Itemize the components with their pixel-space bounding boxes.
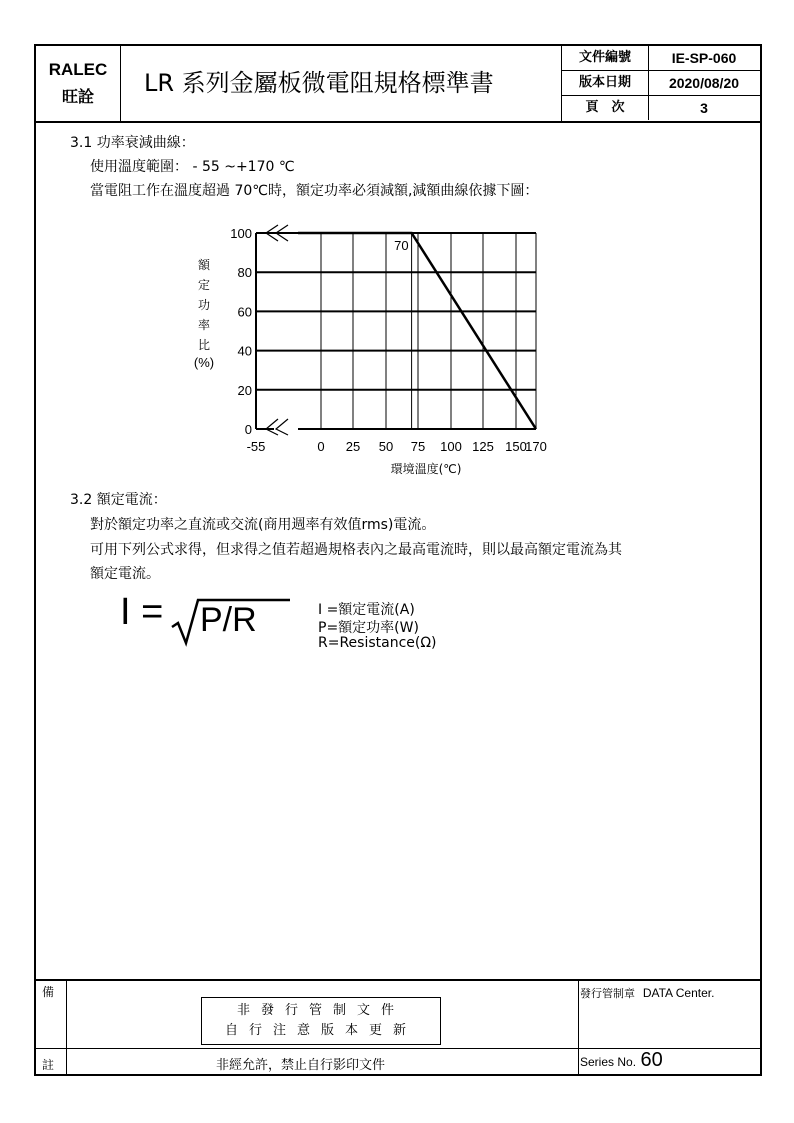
x-tick-label-25: 25 <box>345 439 361 454</box>
x-tick-label-75: 75 <box>410 439 426 454</box>
version-value: 2020/08/20 <box>668 75 740 91</box>
document-body <box>36 121 760 981</box>
notice-cell <box>66 981 579 1074</box>
issue-value: DATA Center. <box>642 986 715 1000</box>
y-axis-label-char-1: 定 <box>197 278 211 292</box>
x-tick-label-0: 0 <box>317 439 325 454</box>
issue-cell <box>578 981 760 1074</box>
x-tick-label-170: 170 <box>525 439 547 454</box>
control-stamp <box>201 997 441 1045</box>
current-formula <box>120 591 320 651</box>
formula-def-current: I =額定電流(A) <box>318 602 415 618</box>
series-label: Series No. <box>580 1055 637 1069</box>
stamp-line-1: 非發行管制文件 <box>236 1003 405 1018</box>
annotation-70: 70 <box>394 238 409 253</box>
derating-curve <box>298 233 536 429</box>
y-tick-label-20: 20 <box>237 382 252 398</box>
y-tick-label-100: 100 <box>230 226 252 241</box>
copy-notice: 非經允許，禁止自行影印文件 <box>216 1058 386 1073</box>
company-cell <box>36 46 121 121</box>
y-tick-label-40: 40 <box>237 343 252 359</box>
power-derating-chart <box>193 221 576 481</box>
section-3-1-heading: 3.1 功率衰減曲線： <box>70 135 195 151</box>
x-tick-label-50: 50 <box>378 439 394 454</box>
y-axis-label-char-0: 額 <box>197 258 211 272</box>
rated-current-line2: 可用下列公式求得，但求得之值若超過規格表內之最高電流時，則以最高額定電流為其 <box>90 542 622 558</box>
y-tick-label-80: 80 <box>237 265 252 281</box>
document-footer <box>36 981 760 1074</box>
x-tick-label-125: 125 <box>472 439 494 454</box>
doc-no-value: IE-SP-060 <box>671 50 737 66</box>
y-tick-label-60: 60 <box>237 304 252 320</box>
version-label: 版本日期 <box>562 71 649 95</box>
x-tick-label--55: -55 <box>246 439 266 454</box>
remark-bottom: 註 <box>42 1058 55 1072</box>
x-axis-break-mark-1 <box>266 419 278 435</box>
rated-current-line1: 對於額定功率之直流或交流(商用週率有效值rms)電流。 <box>90 517 436 533</box>
issue-stamp-row <box>580 985 714 1001</box>
document-frame <box>34 44 762 1076</box>
page-value: 3 <box>700 100 708 116</box>
remark-top: 備 <box>42 985 55 999</box>
formula-lhs: I = <box>120 591 164 633</box>
y-tick-label-0: 0 <box>244 422 252 437</box>
doc-no-label: 文件編號 <box>562 46 649 70</box>
y-axis-label-char-2: 功 <box>197 298 211 312</box>
derating-description: 當電阻工作在溫度超過 70℃時，額定功率必須減額,減額曲線依據下圖： <box>90 183 539 199</box>
y-axis-label-char-3: 率 <box>197 318 211 332</box>
rated-current-line3: 額定電流。 <box>90 566 160 582</box>
footer-divider <box>36 1048 760 1049</box>
y-axis-label-char-4: 比 <box>197 338 211 352</box>
x-tick-label-100: 100 <box>440 439 462 454</box>
company-name-zh: 旺詮 <box>61 87 94 106</box>
formula-def-power: P=額定功率(W) <box>318 620 419 636</box>
remark-cell <box>36 981 67 1074</box>
issue-label: 發行管制章 <box>580 987 635 1000</box>
temperature-range: 使用溫度範圍： - 55 ~+170 ℃ <box>90 159 295 175</box>
document-meta <box>562 46 760 121</box>
page-label: 頁 次 <box>562 96 649 120</box>
company-name-en: RALEC <box>48 60 108 79</box>
x-axis-break-mark-2 <box>276 419 288 435</box>
x-tick-label-150: 150 <box>505 439 527 454</box>
x-axis-label: 環境溫度(℃) <box>390 462 462 476</box>
series-row <box>580 1049 663 1072</box>
formula-def-resistance: R=Resistance(Ω) <box>318 635 437 651</box>
y-axis-label-unit: (%) <box>193 355 215 370</box>
formula-radicand: P/R <box>200 601 257 639</box>
document-title: LR 系列金屬板微電阻規格標準書 <box>120 46 562 121</box>
stamp-line-2: 自行注意版本更新 <box>224 1023 417 1038</box>
series-value: 60 <box>640 1049 663 1071</box>
section-3-2-heading: 3.2 額定電流： <box>70 492 167 508</box>
document-header <box>36 46 760 123</box>
